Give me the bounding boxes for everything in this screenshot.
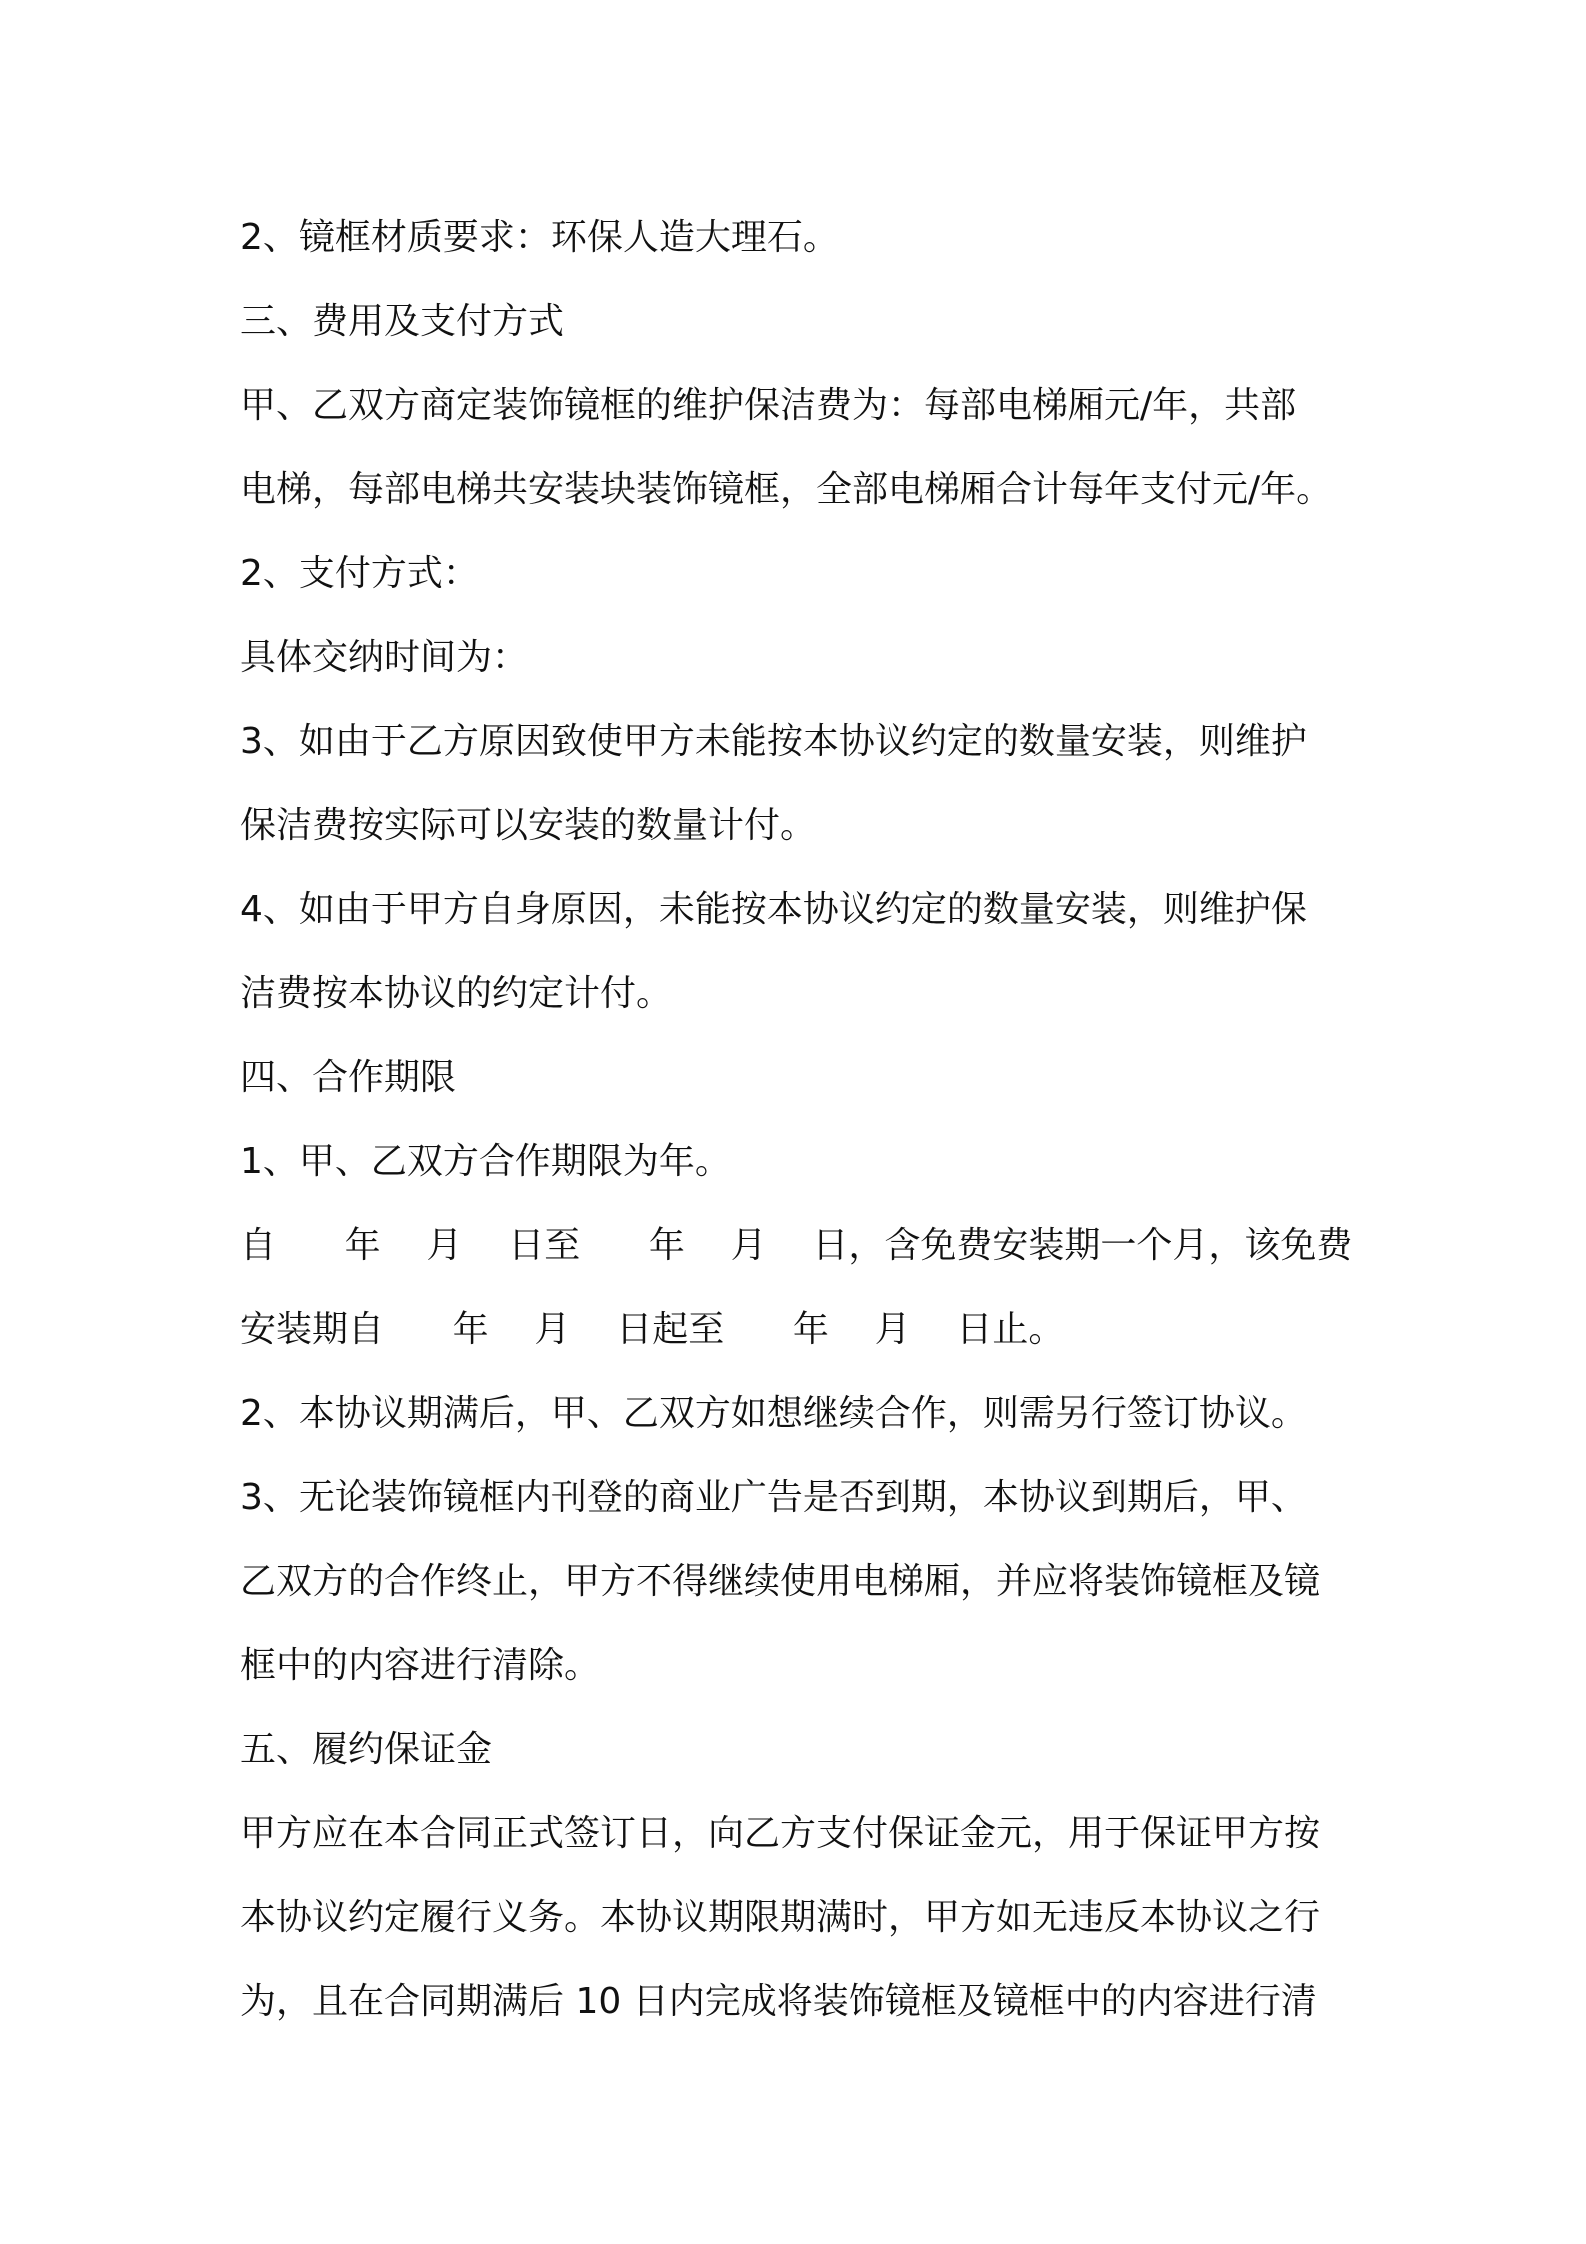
text-line: 1、甲、乙双方合作期限为年。	[240, 1141, 731, 1182]
text-line: 保洁费按实际可以安装的数量计付。	[240, 805, 817, 846]
text-line: 安装期自 年 月 日起至 年 月 日止。	[240, 1309, 1065, 1350]
document-body	[240, 196, 1360, 2044]
text-line: 2、本协议期满后，甲、乙双方如想继续合作，则需另行签订协议。	[240, 1393, 1307, 1434]
text-line: 自 年 月 日至 年 月 日，含免费安装期一个月，该免费	[240, 1225, 1353, 1266]
text-line: 4、如由于甲方自身原因，未能按本协议约定的数量安装，则维护保	[240, 889, 1307, 930]
text-line: 2、支付方式：	[240, 553, 479, 594]
text-line: 洁费按本协议的约定计付。	[240, 973, 673, 1014]
text-line: 具体交纳时间为：	[240, 637, 529, 678]
text-line: 本协议约定履行义务。本协议期限期满时，甲方如无违反本协议之行	[240, 1897, 1321, 1938]
text-line: 乙双方的合作终止，甲方不得继续使用电梯厢，并应将装饰镜框及镜	[240, 1561, 1321, 1602]
text-line: 框中的内容进行清除。	[240, 1645, 601, 1686]
text-line: 为，且在合同期满后 10 日内完成将装饰镜框及镜框中的内容进行清	[240, 1981, 1317, 2022]
section-heading: 五、履约保证金	[240, 1729, 493, 1770]
text-line: 3、无论装饰镜框内刊登的商业广告是否到期，本协议到期后，甲、	[240, 1477, 1307, 1518]
section-heading: 四、合作期限	[240, 1057, 457, 1098]
text-line: 2、镜框材质要求：环保人造大理石。	[240, 217, 839, 258]
section-heading: 三、费用及支付方式	[240, 301, 565, 342]
text-line: 3、如由于乙方原因致使甲方未能按本协议约定的数量安装，则维护	[240, 721, 1307, 762]
text-line: 甲方应在本合同正式签订日，向乙方支付保证金元，用于保证甲方按	[240, 1813, 1321, 1854]
text-line: 甲、乙双方商定装饰镜框的维护保洁费为：每部电梯厢元/年，共部	[240, 385, 1297, 426]
text-line: 电梯，每部电梯共安装块装饰镜框，全部电梯厢合计每年支付元/年。	[240, 469, 1333, 510]
